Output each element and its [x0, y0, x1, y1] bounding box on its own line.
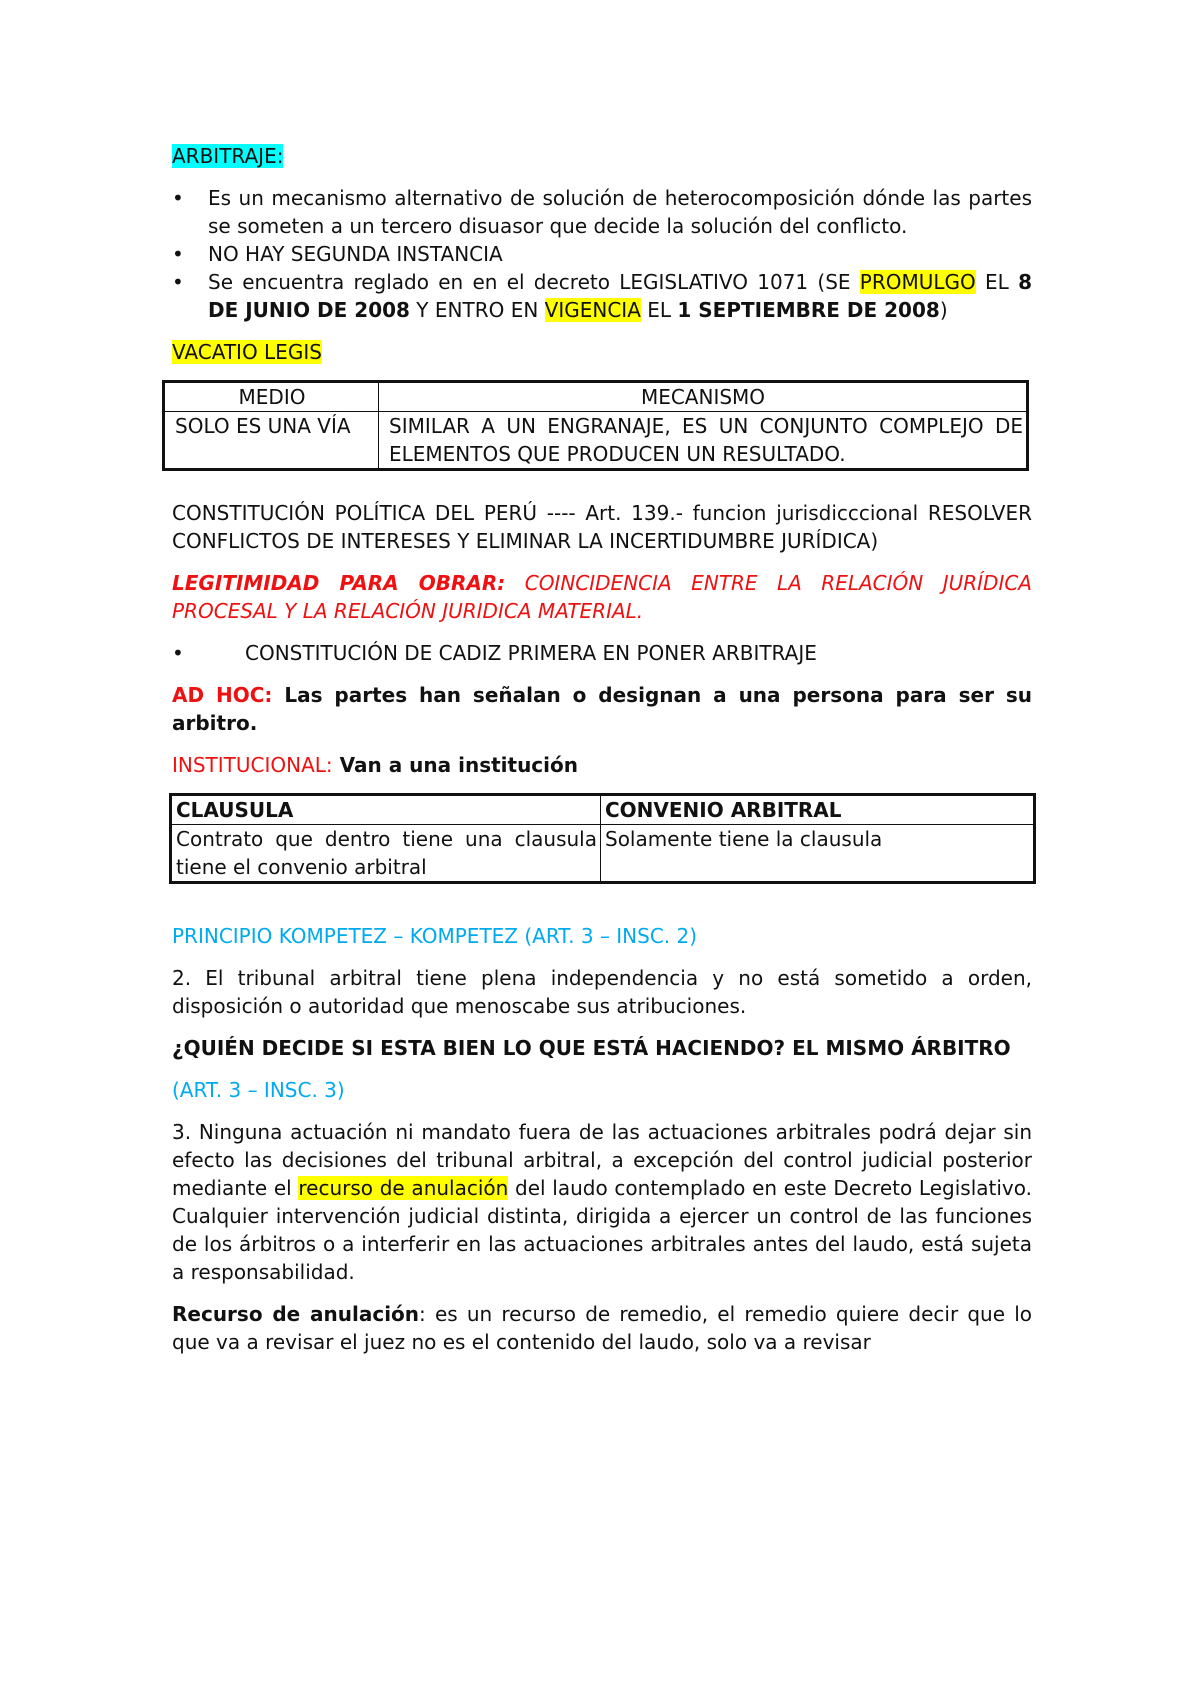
table-cell: SIMILAR A UN ENGRANAJE, ES UN CONJUNTO COMPLEJO DE ELEMENTOS QUE PRODUCEN UN RESULTADO.	[379, 412, 1028, 470]
text-run: Se encuentra reglado en en el decreto LEGISLATIVO 1071 (SE	[208, 270, 860, 294]
table-row	[171, 825, 1035, 883]
legitimidad-label: LEGITIMIDAD PARA OBRAR:	[172, 571, 506, 595]
paragraph-3	[172, 1118, 1032, 1286]
adhoc-label: AD HOC:	[172, 683, 273, 707]
highlight-vigencia: VIGENCIA	[544, 298, 641, 322]
text-run: 3. Ninguna actuación ni mandato fuera de las actuaciones arbitrales podrá dejar sin efecto las decisiones del tribunal arbitral, a excepción del control judicial posterior mediante el	[172, 1120, 1032, 1200]
highlight-promulgo: PROMULGO	[859, 270, 976, 294]
highlight-recurso: recurso de anulación	[298, 1176, 509, 1200]
adhoc-paragraph	[172, 681, 1032, 737]
bullet-list-2	[172, 639, 1032, 667]
table-header-mecanismo: MECANISMO	[379, 382, 1028, 412]
document-content	[172, 142, 1032, 1356]
date-promulgacion: 8 DE JUNIO DE 2008	[208, 270, 1032, 322]
institucional-text: Van a una institución	[332, 753, 578, 777]
paragraph-2: 2. El tribunal arbitral tiene plena independencia y no está sometido a orden, disposición o autoridad que menoscabe sus atribuciones.	[172, 966, 1032, 1018]
principio-heading: PRINCIPIO KOMPETEZ – KOMPETEZ (ART. 3 – INSC. 2)	[172, 924, 698, 948]
date-vigencia: 1 SEPTIEMBRE DE 2008	[677, 298, 940, 322]
recurso-paragraph	[172, 1300, 1032, 1356]
table-clausula-convenio	[169, 793, 1036, 884]
table-cell: Solamente tiene la clausula	[601, 825, 1035, 883]
table-header-row	[171, 795, 1035, 825]
text-run: EL	[975, 270, 1019, 294]
quien-heading: ¿QUIÉN DECIDE SI ESTA BIEN LO QUE ESTÁ HACIENDO? EL MISMO ÁRBITRO	[172, 1036, 1011, 1060]
institucional-paragraph	[172, 751, 1032, 779]
legitimidad-paragraph	[172, 569, 1032, 625]
list-item: • CONSTITUCIÓN DE CADIZ PRIMERA EN PONER ARBITRAJE	[172, 639, 1032, 667]
institucional-label: INSTITUCIONAL:	[172, 753, 333, 777]
table-cell: SOLO ES UNA VÍA	[164, 412, 379, 470]
recurso-label: Recurso de anulación	[172, 1302, 420, 1326]
heading-arbitraje	[172, 142, 1032, 170]
table-cell: Contrato que dentro tiene una clausula tiene el convenio arbitral	[171, 825, 601, 883]
text-run: del laudo contemplado en este Decreto Legislativo. Cualquier intervención judicial distinta, dirigida a ejercer un control de las funciones de los árbitros o a interferir en las actuaciones arbitrales antes del laudo, está sujeta a responsabilidad.	[172, 1176, 1032, 1284]
vacatio-legis-text: VACATIO LEGIS	[172, 340, 322, 364]
art3-heading: (ART. 3 – INSC. 3)	[172, 1078, 345, 1102]
table-row	[164, 412, 1028, 470]
legitimidad-text: COINCIDENCIA ENTRE LA RELACIÓN JURÍDICA PROCESAL Y LA RELACIÓN JURIDICA MATERIAL.	[172, 571, 1032, 623]
bullet-list-1	[172, 184, 1032, 324]
constitucion-paragraph: CONSTITUCIÓN POLÍTICA DEL PERÚ ---- Art. 139.- funcion jurisdicccional RESOLVER CONFLICTOS DE INTERESES Y ELIMINAR LA INCERTIDUMBRE JURÍDICA)	[172, 501, 1032, 553]
text-run: )	[939, 298, 948, 322]
list-item	[172, 268, 1032, 324]
vacatio-legis	[172, 338, 1032, 366]
adhoc-text: Las partes han señalan o designan a una persona para ser su arbitro.	[172, 683, 1032, 735]
table-header-medio: MEDIO	[164, 382, 379, 412]
table-header-convenio: CONVENIO ARBITRAL	[601, 795, 1035, 825]
table-header-clausula: CLAUSULA	[171, 795, 601, 825]
table-medio-mecanismo	[162, 380, 1029, 471]
text-run: EL	[640, 298, 678, 322]
recurso-text: : es un recurso de remedio, el remedio quiere decir que lo que va a revisar el juez no es el contenido del laudo, solo va a revisar	[172, 1302, 1032, 1354]
list-item: • Es un mecanismo alternativo de solución de heterocomposición dónde las partes se someten a un tercero disuasor que decide la solución del conflicto.	[172, 184, 1032, 240]
table-header-row	[164, 382, 1028, 412]
text-run: Y ENTRO EN	[409, 298, 545, 322]
list-item: • NO HAY SEGUNDA INSTANCIA	[172, 240, 1032, 268]
heading-arbitraje-text: ARBITRAJE:	[172, 144, 284, 168]
